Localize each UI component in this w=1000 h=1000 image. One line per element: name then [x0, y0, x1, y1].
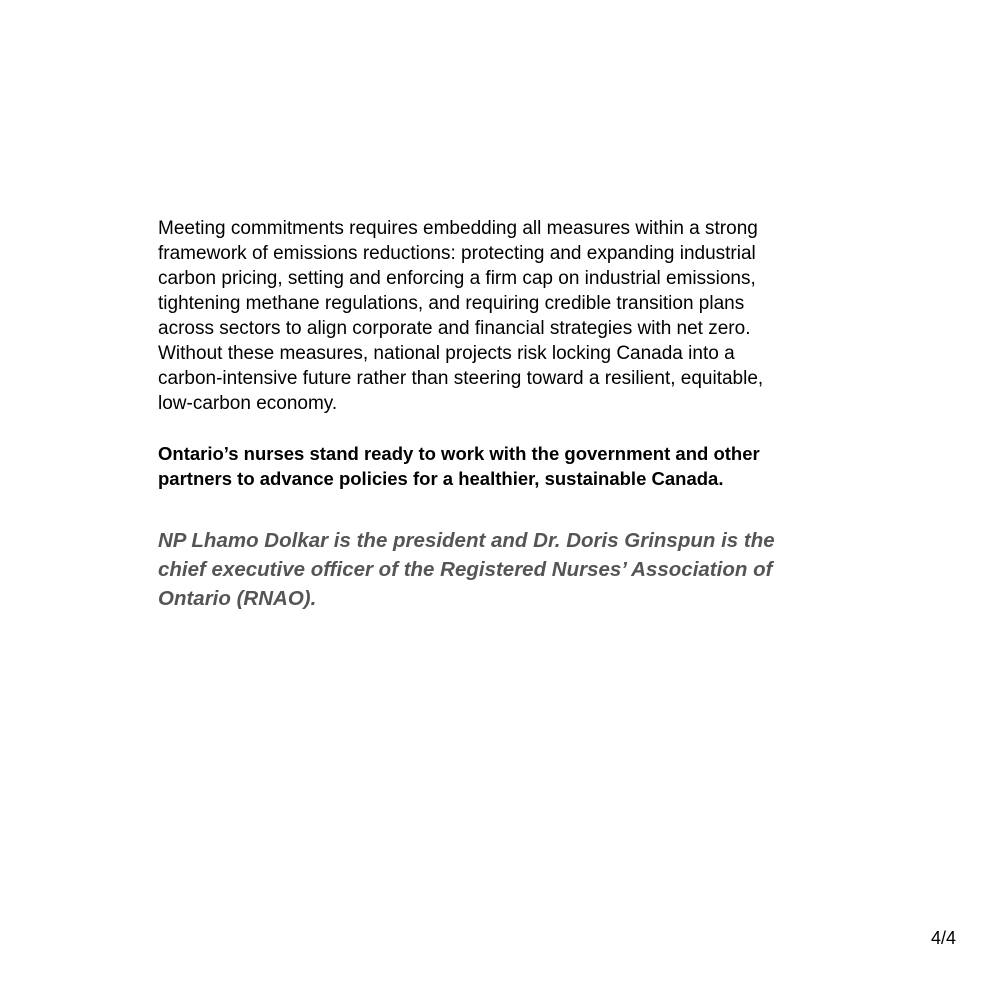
closing-statement — [158, 441, 760, 491]
text-line: chief executive officer of the Registered Nurses’ Association of — [158, 558, 773, 581]
page-number: 4/4 — [930, 928, 956, 948]
text-line: Ontario (RNAO). — [158, 587, 317, 610]
text-line: partners to advance policies for a healthier, sustainable Canada. — [158, 468, 724, 489]
text-line: across sectors to align corporate and financial strategies with net zero. — [158, 318, 751, 339]
author-bio — [158, 526, 775, 613]
text-line: carbon pricing, setting and enforcing a firm cap on industrial emissions, — [158, 268, 756, 289]
text-line: carbon-intensive future rather than steering toward a resilient, equitable, — [158, 368, 764, 389]
text-line: NP Lhamo Dolkar is the president and Dr. Doris Grinspun is the — [158, 529, 775, 552]
text-line: Without these measures, national projects risk locking Canada into a — [158, 343, 735, 364]
text-line: Ontario’s nurses stand ready to work with the government and other — [158, 443, 760, 464]
text-line: tightening methane regulations, and requiring credible transition plans — [158, 293, 745, 314]
body-paragraph — [158, 216, 763, 416]
text-line: Meeting commitments requires embedding all measures within a strong — [158, 218, 758, 239]
text-line: low-carbon economy. — [158, 393, 338, 414]
text-line: framework of emissions reductions: protecting and expanding industrial — [158, 243, 756, 264]
